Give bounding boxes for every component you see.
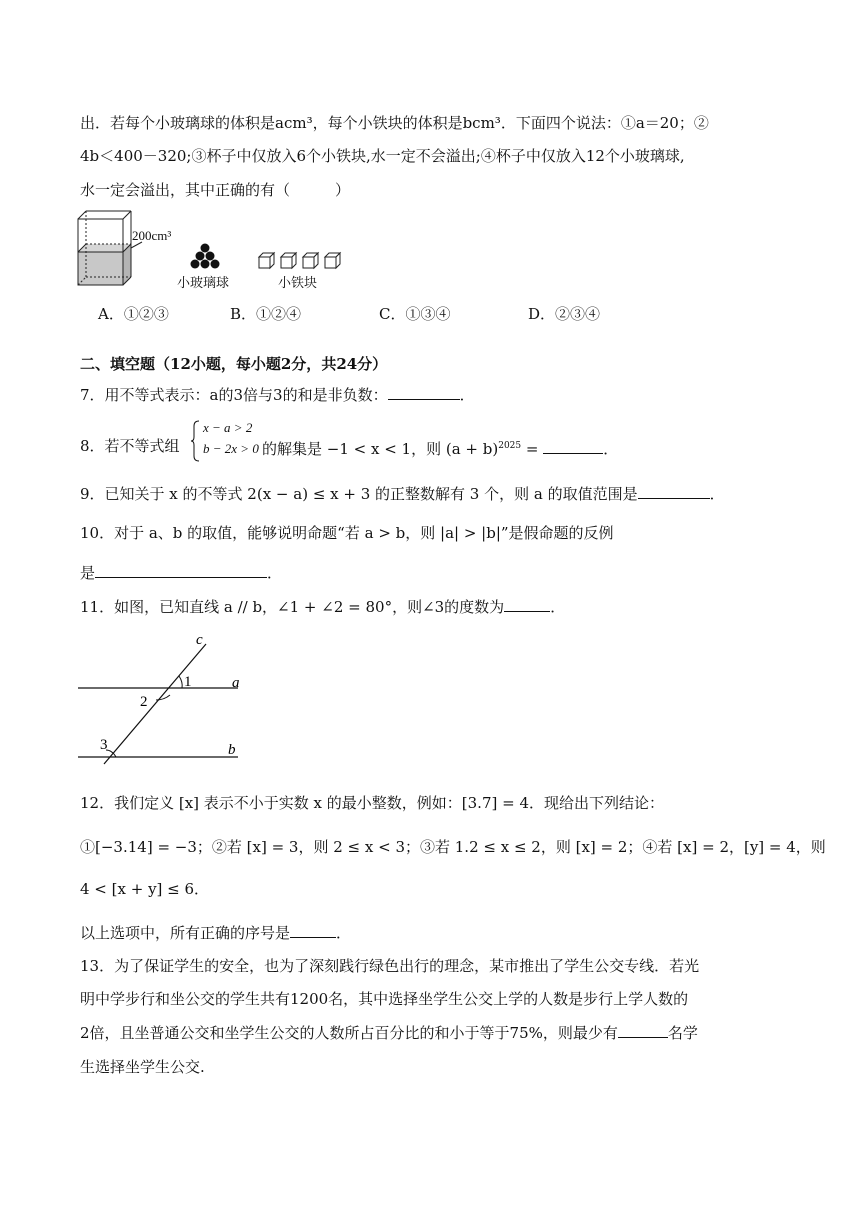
q13-line3b: 名学 xyxy=(667,1024,698,1042)
option-a: A．①②③ xyxy=(98,305,169,323)
option-b: B．①②④ xyxy=(230,305,302,323)
label-b: b xyxy=(228,742,236,758)
q6-figure xyxy=(76,205,356,295)
q13-line3 xyxy=(80,1023,698,1043)
label-1: 1 xyxy=(184,674,192,690)
q8-rest xyxy=(262,436,618,459)
q8-exp: 2025 xyxy=(498,441,522,451)
q8-end: ． xyxy=(603,440,619,458)
q6-line2: 4b＜400－320;③杯子中仅放入6个小铁块,水一定不会溢出;④杯子中仅放入12个小玻璃球, xyxy=(80,147,685,165)
q12-line2: ①[−3.14] = −3；②若 [x] = 3，则 2 ≤ x < 3；③若 1.2 ≤ x ≤ 2，则 [x] = 2；④若 [x] = 2，[y] = 4，则 xyxy=(80,838,826,856)
q9-end: ． xyxy=(709,485,725,503)
q11-text: 11．如图，已知直线 a // b，∠1 + ∠2 = 80°，则∠3的度数为 xyxy=(80,598,505,616)
q8-eq2: b − 2x > 0 xyxy=(203,441,259,456)
iron-blocks-icon xyxy=(259,253,340,268)
q7 xyxy=(80,385,475,405)
q10-end: ． xyxy=(267,564,283,582)
label-3: 3 xyxy=(100,737,108,753)
q12-line3: 4 < [x + y] ≤ 6． xyxy=(80,880,210,898)
q8-system xyxy=(191,420,263,462)
volume-label: 200cm³ xyxy=(132,228,172,243)
angle1-arc xyxy=(179,676,182,688)
q8-post: = xyxy=(521,440,539,458)
label-c: c xyxy=(196,632,203,648)
q8-eq1: x − a > 2 xyxy=(203,420,253,435)
q8-pre: 8．若不等式组 xyxy=(80,437,180,455)
q11 xyxy=(80,597,565,617)
option-c: C．①③④ xyxy=(379,305,451,323)
q9-blank xyxy=(638,484,710,499)
q7-end: ． xyxy=(459,386,475,404)
angle2-arc xyxy=(156,695,170,700)
q12-line1: 12．我们定义 [x] 表示不小于实数 x 的最小整数，例如：[3.7] = 4．现给出下列结论： xyxy=(80,794,664,812)
q11-end: ． xyxy=(550,598,566,616)
q12-ask: 以上选项中，所有正确的序号是 xyxy=(80,924,291,942)
glass-balls-icon xyxy=(191,244,220,269)
q7-text: 7．用不等式表示：a的3倍与3的和是非负数： xyxy=(80,386,388,404)
q12-end: ． xyxy=(336,924,352,942)
ball-label: 小玻璃球 xyxy=(177,275,230,290)
q13-line2: 明中学步行和坐公交的学生共有1200名，其中选择坐学生公交上学的人数是步行上学人数的 xyxy=(80,990,689,1008)
brace-icon xyxy=(191,420,201,462)
q13-blank xyxy=(618,1023,668,1038)
q7-blank xyxy=(388,385,460,400)
q13-line1: 13．为了保证学生的安全，也为了深刻践行绿色出行的理念，某市推出了学生公交专线．若光 xyxy=(80,957,700,975)
q9-text: 9．已知关于 x 的不等式 2(x − a) ≤ x + 3 的正整数解有 3 个，则 a 的取值范围是 xyxy=(80,485,638,503)
label-a: a xyxy=(232,675,240,691)
section-title: 二、填空题（12小题，每小题2分，共24分） xyxy=(80,355,388,373)
q13-line3a: 2倍，且坐普通公交和坐学生公交的人数所占百分比的和小于等于75%，则最少有 xyxy=(80,1024,618,1042)
q10-line2 xyxy=(80,563,282,583)
q6-line1: 出．若每个小玻璃球的体积是acm³，每个小铁块的体积是bcm³．下面四个说法：①a＝20；② xyxy=(80,114,709,132)
q13-line4: 生选择坐学生公交. xyxy=(80,1058,205,1076)
block-label: 小铁块 xyxy=(278,275,318,290)
q12-line4 xyxy=(80,923,351,943)
q11-blank xyxy=(504,597,550,612)
q12-blank xyxy=(290,923,336,938)
line-c xyxy=(104,644,206,764)
q6-line3: 水一定会溢出，其中正确的有（ ） xyxy=(80,181,351,199)
option-d: D．②③④ xyxy=(528,305,601,323)
cup-figure xyxy=(78,211,142,285)
q9 xyxy=(80,484,725,504)
q8-blank xyxy=(543,439,603,454)
parallel-lines-figure xyxy=(76,630,256,766)
q8 xyxy=(80,436,180,456)
label-2: 2 xyxy=(140,694,148,710)
q8-mid: 的解集是 −1 < x < 1，则 (a + b) xyxy=(262,440,499,458)
q10-line1: 10．对于 a、b 的取值，能够说明命题“若 a > b，则 |a| > |b|”是假命题的反例 xyxy=(80,524,614,542)
q10-blank xyxy=(95,563,267,578)
q10-is: 是 xyxy=(80,564,96,582)
